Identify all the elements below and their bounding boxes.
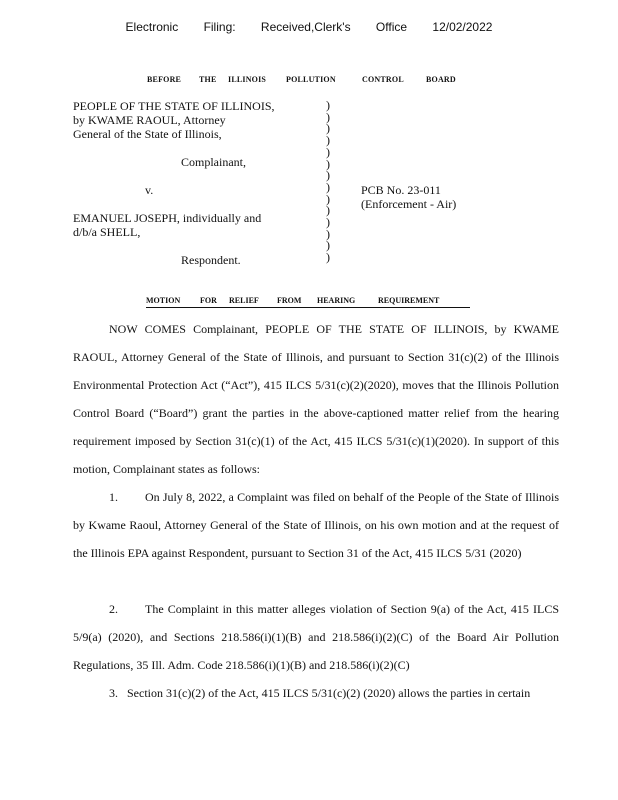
caption-parentheses: ) ) ) ) ) ) ) ) ) ) ) ) ) ) (326, 98, 330, 265)
versus-label: v. (145, 183, 154, 197)
filing-word-office: Office (375, 20, 408, 34)
paragraph-number: 1. (109, 490, 118, 504)
motion-title-word: HEARING (317, 296, 356, 305)
intro-paragraph: NOW COMES Complainant, PEOPLE OF THE STATE OF ILLINOIS, by KWAME RAOUL, Attorney General of the State of Illinois, and pursuant to Section 31(c)(2) of the Illinois Environmental Protection Act (“Act”), 415 ILCS 5/31(c)(2)(2020), moves that the Illinois Pollution Control Board (“Board”) grant the parties in the above-captioned matter relief from the hearing requirement imposed by Section 31(c)(1) of the Act, 415 ILCS 5/31(c)(1)(2020). In support of this motion, Complainant states as follows: (73, 322, 559, 476)
numbered-paragraph-2 (73, 595, 559, 679)
motion-title (146, 296, 470, 308)
motion-title-word: FROM (277, 296, 302, 305)
paragraph-text: Section 31(c)(2) of the Act, 415 ILCS 5/31(c)(2) (2020) allows the parties in certain (127, 686, 531, 700)
board-word: POLLUTION (286, 75, 336, 84)
motion-title-word: MOTION (146, 296, 181, 305)
board-word: THE (199, 75, 217, 84)
board-word: CONTROL (362, 75, 404, 84)
paragraph-text: On July 8, 2022, a Complaint was filed on behalf of the People of the State of Illinois by Kwame Raoul, Attorney General of the State of Illinois, on his own motion and at the request of the Illinois EPA against Respondent, pursuant to Section 31 of the Act, 415 ILCS 5/31 (2020) (73, 490, 559, 560)
defendant-line-2: d/b/a SHELL, (73, 225, 141, 239)
board-word: BOARD (426, 75, 456, 84)
complainant-label: Complainant, (181, 155, 246, 169)
numbered-paragraph-1 (73, 483, 559, 567)
respondent-label: Respondent. (181, 253, 241, 267)
numbered-paragraph-3 (73, 679, 559, 707)
plaintiff-line-1: PEOPLE OF THE STATE OF ILLINOIS, (73, 99, 275, 113)
motion-title-word: RELIEF (229, 296, 259, 305)
plaintiff-line-2: by KWAME RAOUL, Attorney (73, 113, 226, 127)
board-word: BEFORE (147, 75, 182, 84)
paragraph-number: 2. (109, 602, 118, 616)
filing-stamp (0, 20, 618, 34)
filing-word-received: Received,Clerk's (260, 20, 351, 34)
filing-word-electronic: Electronic (125, 20, 179, 34)
board-word: ILLINOIS (228, 75, 267, 84)
filing-word-filing: Filing: (203, 20, 236, 34)
case-type: (Enforcement - Air) (361, 197, 457, 211)
motion-title-word: FOR (200, 296, 217, 305)
case-number: PCB No. 23-011 (361, 183, 441, 197)
paragraph-text: The Complaint in this matter alleges violation of Section 9(a) of the Act, 415 ILCS 5/9(a) (2020), and Sections 218.586(i)(1)(B) and 218.586(i)(2)(C) of the Board Air Pollution Regulations, 35 Ill. Adm. Code 218.586(i)(1)(B) and 218.586(i)(2)(C) (73, 602, 559, 672)
plaintiff-line-3: General of the State of Illinois, (73, 127, 222, 141)
filing-date: 12/02/2022 (432, 20, 493, 34)
motion-title-word: REQUIREMENT (378, 296, 440, 305)
defendant-line-1: EMANUEL JOSEPH, individually and (73, 211, 262, 225)
paragraph-number: 3. (109, 686, 118, 700)
